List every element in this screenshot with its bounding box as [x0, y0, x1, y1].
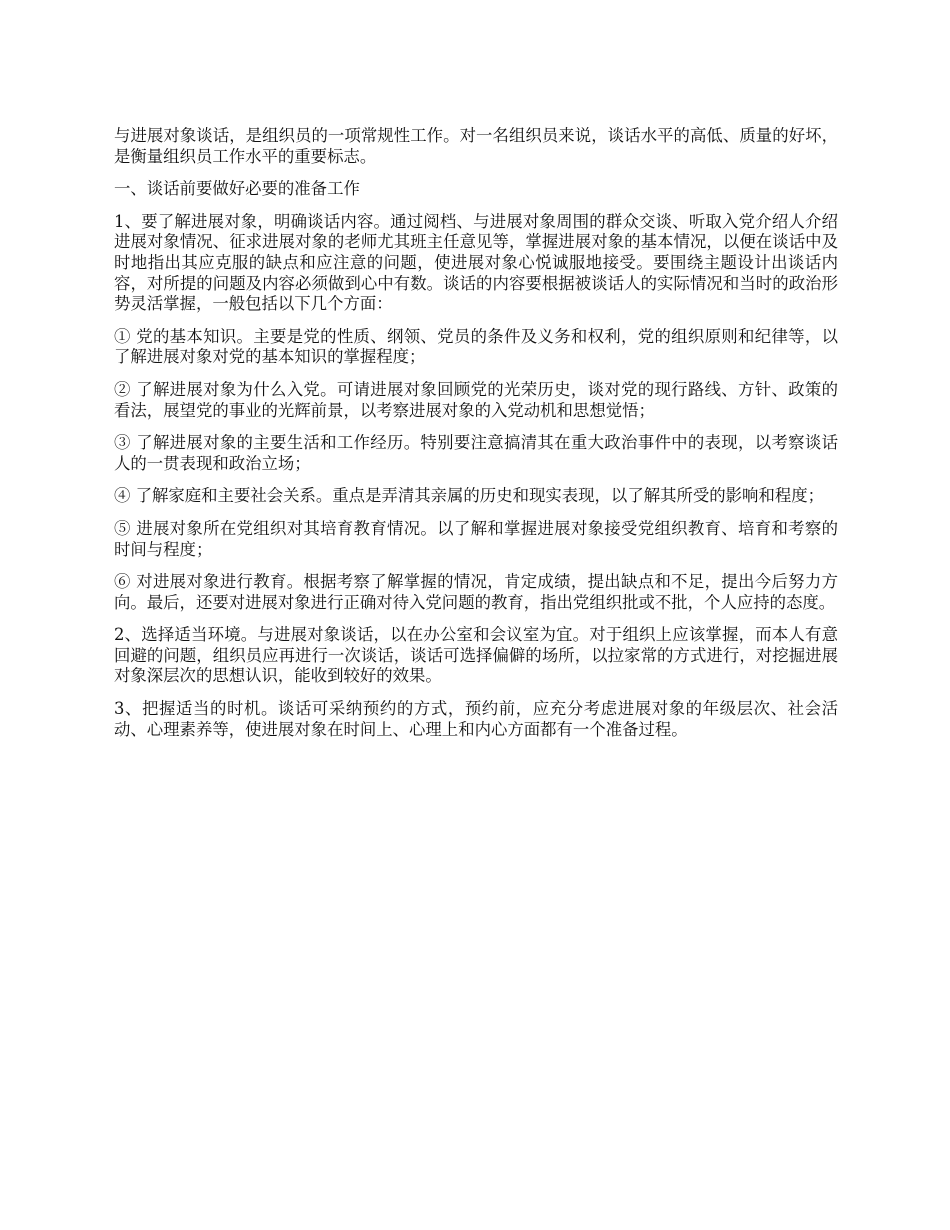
list-item-3: ③ 了解进展对象的主要生活和工作经历。特别要注意搞清其在重大政治事件中的表现，以考察谈话人的一贯表现和政治立场； — [114, 433, 838, 473]
point-1-paragraph: 1、要了解进展对象，明确谈话内容。通过阅档、与进展对象周围的群众交谈、听取入党介绍人介绍进展对象情况、征求进展对象的老师尤其班主任意见等，掌握进展对象的基本情况，以便在谈话中及时地指出其应克服的缺点和应注意的问题，使进展对象心悦诚服地接受。要围绕主题设计出谈话内容，对所提的问题及内容必须做到心中有数。谈话的内容要根据被谈话人的实际情况和当时的政治形势灵活掌握，一般包括以下几个方面： — [114, 211, 838, 314]
list-item-1: ① 党的基本知识。主要是党的性质、纲领、党员的条件及义务和权利，党的组织原则和纪律等，以了解进展对象对党的基本知识的掌握程度； — [114, 326, 838, 367]
intro-paragraph: 与进展对象谈话，是组织员的一项常规性工作。对一名组织员来说，谈话水平的高低、质量的好坏，是衡量组织员工作水平的重要标志。 — [114, 126, 838, 166]
list-item-6: ⑥ 对进展对象进行教育。根据考察了解掌握的情况，肯定成绩，提出缺点和不足，提出今后努力方向。最后，还要对进展对象进行正确对待入党问题的教育，指出党组织批或不批，个人应持的态度。 — [114, 572, 838, 612]
document-body — [114, 126, 838, 752]
list-item-2: ② 了解进展对象为什么入党。可请进展对象回顾党的光荣历史，谈对党的现行路线、方针、政策的看法，展望党的事业的光辉前景，以考察进展对象的入党动机和思想觉悟； — [114, 379, 838, 420]
section-heading: 一、谈话前要做好必要的准备工作 — [114, 179, 360, 199]
list-item-4: ④ 了解家庭和主要社会关系。重点是弄清其亲属的历史和现实表现，以了解其所受的影响和程度； — [114, 486, 825, 506]
point-2-paragraph: 2、选择适当环境。与进展对象谈话，以在办公室和会议室为宜。对于组织上应该掌握，而本人有意回避的问题，组织员应再进行一次谈话，谈话可选择偏僻的场所，以拉家常的方式进行，对挖掘进展对象深层次的思想认识，能收到较好的效果。 — [114, 625, 838, 686]
list-item-5: ⑤ 进展对象所在党组织对其培育教育情况。以了解和掌握进展对象接受党组织教育、培育和考察的时间与程度； — [114, 518, 838, 559]
point-3-paragraph: 3、把握适当的时机。谈话可采纳预约的方式，预约前，应充分考虑进展对象的年级层次、社会活动、心理素养等，使进展对象在时间上、心理上和内心方面都有一个准备过程。 — [114, 699, 838, 739]
